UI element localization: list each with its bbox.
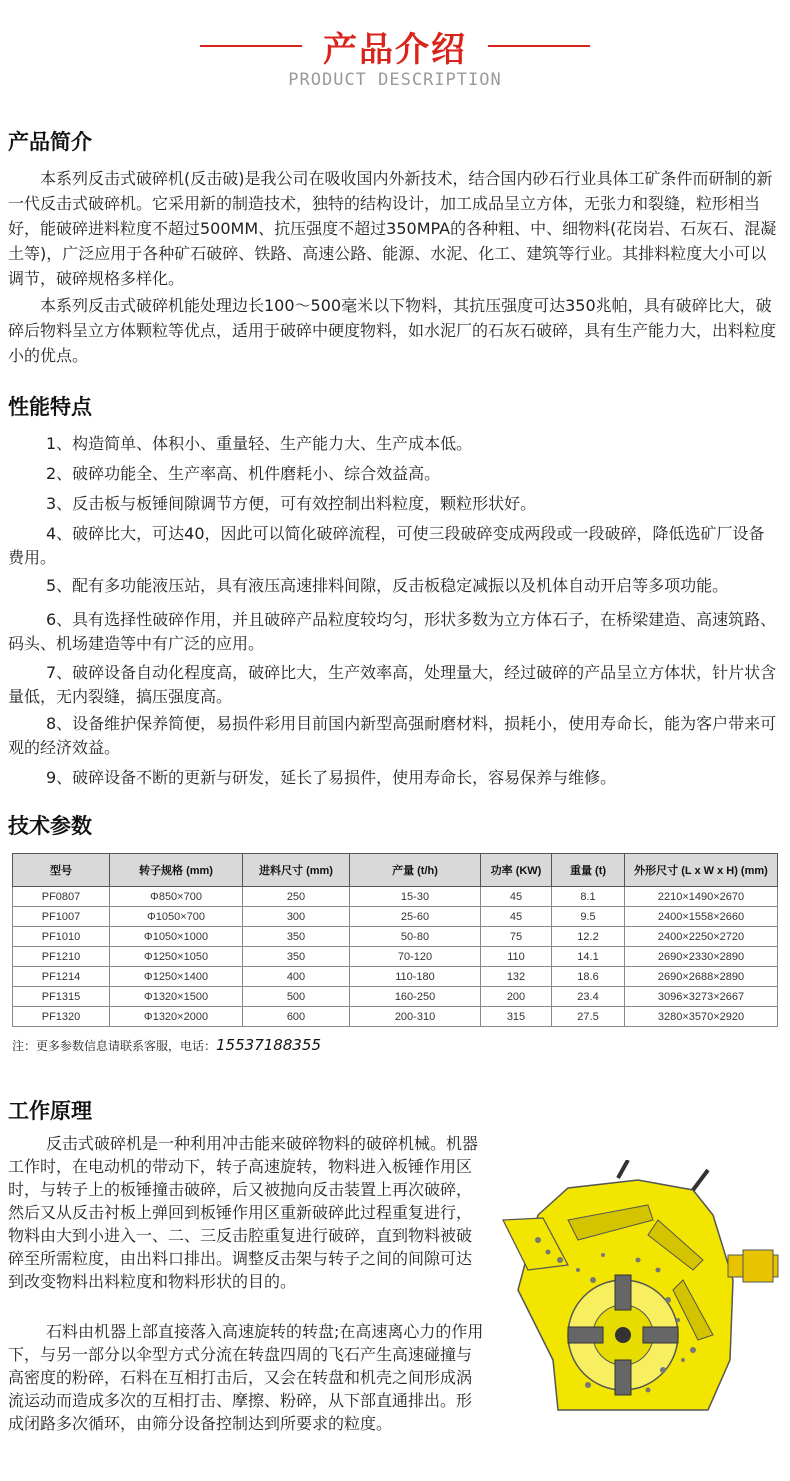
- cell-power: 132: [481, 967, 552, 987]
- cell-feed: 600: [243, 1007, 350, 1027]
- cell-feed: 350: [243, 947, 350, 967]
- impact-crusher-diagram: [498, 1160, 788, 1415]
- cell-power: 75: [481, 927, 552, 947]
- feature-item: 1、构造简单、体积小、重量轻、生产能力大、生产成本低。: [46, 434, 473, 453]
- table-row: [13, 967, 778, 987]
- cell-rotor: Φ1250×1050: [110, 947, 243, 967]
- cell-capacity: 160-250: [350, 987, 481, 1007]
- cell-model: PF0807: [13, 887, 110, 907]
- cell-weight: 27.5: [552, 1007, 625, 1027]
- table-header-row: [13, 854, 778, 887]
- column-header: 型号: [13, 854, 110, 887]
- column-header: 进料尺寸 (mm): [243, 854, 350, 887]
- cell-rotor: Φ1050×1000: [110, 927, 243, 947]
- cell-rotor: Φ1250×1400: [110, 967, 243, 987]
- table-row: [13, 987, 778, 1007]
- cell-capacity: 15-30: [350, 887, 481, 907]
- specs-table: [12, 853, 778, 1027]
- cell-model: PF1320: [13, 1007, 110, 1027]
- cell-dimensions: 2690×2688×2890: [625, 967, 778, 987]
- principle-title: 工作原理: [8, 1099, 92, 1123]
- cell-model: PF1214: [13, 967, 110, 987]
- table-row: [13, 947, 778, 967]
- cell-power: 200: [481, 987, 552, 1007]
- table-row: [13, 887, 778, 907]
- cell-feed: 400: [243, 967, 350, 987]
- column-header: 产量 (t/h): [350, 854, 481, 887]
- cell-model: PF1315: [13, 987, 110, 1007]
- cell-feed: 250: [243, 887, 350, 907]
- column-header: 重量 (t): [552, 854, 625, 887]
- phone-number[interactable]: 15537188355: [216, 1036, 321, 1054]
- feature-item: 6、具有选择性破碎作用，并且破碎产品粒度较均匀，形状多数为立方体石子，在桥梁建造、高速筑路、 码头、机场建造等中有广泛的应用。: [8, 610, 777, 653]
- cell-power: 315: [481, 1007, 552, 1027]
- specs-title: 技术参数: [8, 814, 92, 838]
- cell-feed: 350: [243, 927, 350, 947]
- cell-dimensions: 2690×2330×2890: [625, 947, 778, 967]
- cell-weight: 9.5: [552, 907, 625, 927]
- cell-capacity: 50-80: [350, 927, 481, 947]
- cell-dimensions: 2210×1490×2670: [625, 887, 778, 907]
- cell-feed: 500: [243, 987, 350, 1007]
- cell-power: 45: [481, 887, 552, 907]
- feature-item: 4、破碎比大，可达40，因此可以简化破碎流程，可使三段破碎变成两段或一段破碎，降低选矿厂设备费用。: [8, 524, 765, 567]
- cell-rotor: Φ850×700: [110, 887, 243, 907]
- cell-weight: 14.1: [552, 947, 625, 967]
- column-header: 转子规格 (mm): [110, 854, 243, 887]
- contact-note: [12, 1036, 321, 1054]
- note-label: 注：更多参数信息请联系客服，电话：: [12, 1039, 217, 1053]
- feature-item: 9、破碎设备不断的更新与研发，延长了易损件，使用寿命长，容易保养与维修。: [46, 768, 617, 787]
- cell-rotor: Φ1320×2000: [110, 1007, 243, 1027]
- cell-rotor: Φ1050×700: [110, 907, 243, 927]
- principle-paragraph-1: 反击式破碎机是一种利用冲击能来破碎物料的破碎机械。机器工作时，在电动机的带动下，转子高速旋转，物料进入板锤作用区时，与转子上的板锤撞击破碎，后又被抛向反击装置上再次破碎，然后又从反击衬板上弹回到板锤作用区重新破碎此过程重复进行，物料由大到小进入一、二、三反击腔重复进行破碎，直到物料被破碎至所需粒度，由出料口排出。调整反击架与转子之间的间隙可达到改变物料出料粒度和物料形状的目的。: [8, 1134, 479, 1291]
- feature-item: 5、配有多功能液压站，具有液压高速排料间隙，反击板稳定减振以及机体自动开启等多项功能。: [46, 576, 729, 595]
- intro-title: 产品简介: [8, 130, 92, 154]
- cell-rotor: Φ1320×1500: [110, 987, 243, 1007]
- cell-feed: 300: [243, 907, 350, 927]
- feature-item: 2、破碎功能全、生产率高、机件磨耗小、综合效益高。: [46, 464, 441, 483]
- cell-weight: 12.2: [552, 927, 625, 947]
- page-title: 产品介绍: [323, 30, 467, 70]
- intro-paragraph-2: 本系列反击式破碎机能处理边长100～500毫米以下物料，其抗压强度可达350兆帕，具有破碎比大，破碎后物料呈立方体颗粒等优点，适用于破碎中硬度物料，如水泥厂的石灰石破碎，具有生产能力大，出料粒度小的优点。: [8, 296, 777, 365]
- cell-weight: 8.1: [552, 887, 625, 907]
- cell-model: PF1010: [13, 927, 110, 947]
- feature-item: 3、反击板与板锤间隙调节方便，可有效控制出料粒度，颗粒形状好。: [46, 494, 537, 513]
- cell-capacity: 200-310: [350, 1007, 481, 1027]
- page-header: [0, 0, 790, 100]
- cell-dimensions: 3096×3273×2667: [625, 987, 778, 1007]
- intro-paragraph-1: 本系列反击式破碎机(反击破)是我公司在吸收国内外新技术，结合国内砂石行业具体工矿条件而研制的新一代反击式破碎机。它采用新的制造技术，独特的结构设计，加工成品呈立方体，无张力和裂缝，粒形相当好，能破碎进料粒度不超过500MM、抗压强度不超过350MPA的各种粗、中、细物料(花岗岩、石灰石、混凝土等)，广泛应用于各种矿石破碎、铁路、高速公路、能源、水泥、化工、建筑等行业。其排料粒度大小可以调节，破碎规格多样化。: [8, 169, 777, 288]
- cell-power: 45: [481, 907, 552, 927]
- table-row: [13, 1007, 778, 1027]
- cell-model: PF1007: [13, 907, 110, 927]
- cell-weight: 18.6: [552, 967, 625, 987]
- features-title: 性能特点: [8, 395, 92, 419]
- column-header: 功率 (KW): [481, 854, 552, 887]
- feature-item: 7、破碎设备自动化程度高，破碎比大，生产效率高，处理量大，经过破碎的产品呈立方体状，针片状含量低，无内裂缝，搞压强度高。: [8, 663, 777, 706]
- cell-capacity: 25-60: [350, 907, 481, 927]
- page-subtitle: PRODUCT DESCRIPTION: [288, 70, 502, 90]
- table-row: [13, 907, 778, 927]
- cell-dimensions: 2400×2250×2720: [625, 927, 778, 947]
- cell-capacity: 70-120: [350, 947, 481, 967]
- cell-dimensions: 2400×1558×2660: [625, 907, 778, 927]
- cell-dimensions: 3280×3570×2920: [625, 1007, 778, 1027]
- table-row: [13, 927, 778, 947]
- cell-power: 110: [481, 947, 552, 967]
- cell-model: PF1210: [13, 947, 110, 967]
- cell-capacity: 110-180: [350, 967, 481, 987]
- principle-paragraph-2: 石料由机器上部直接落入高速旋转的转盘;在高速离心力的作用下，与另一部分以伞型方式分流在转盘四周的飞石产生高速碰撞与高密度的粉碎，石料在互相打击后，又会在转盘和机壳之间形成涡流运动而造成多次的互相打击、摩擦、粉碎，从下部直通排出。形成闭路多次循环，由筛分设备控制达到所要求的粒度。: [8, 1322, 484, 1433]
- column-header: 外形尺寸 (L x W x H) (mm): [625, 854, 778, 887]
- cell-weight: 23.4: [552, 987, 625, 1007]
- feature-item: 8、设备维护保养简便，易损件彩用目前国内新型高强耐磨材料，损耗小，使用寿命长，能为客户带来可观的经济效益。: [8, 714, 777, 757]
